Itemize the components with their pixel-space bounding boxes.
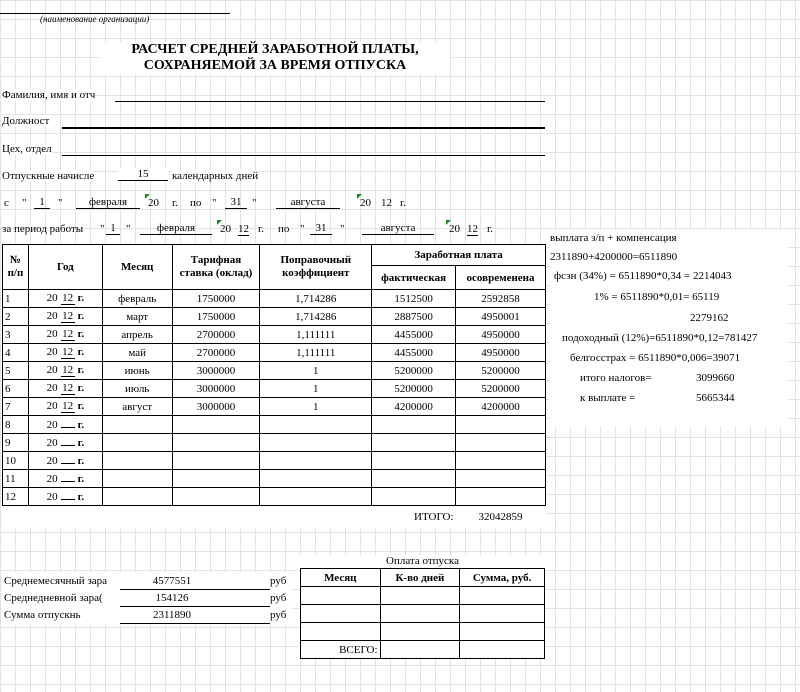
department-field[interactable] (62, 155, 545, 156)
header-actual: фактическая (372, 266, 456, 290)
total-label: ИТОГО: (414, 511, 454, 523)
period-quote-3: " (300, 223, 305, 235)
row-year (28, 344, 102, 362)
side-value-7: 3099660 (696, 372, 735, 384)
row-coef[interactable]: 1 (260, 380, 372, 398)
row-updated[interactable]: 4200000 (456, 398, 546, 416)
to-year-a: 20 (360, 197, 371, 209)
row-year-g: г. (77, 436, 85, 449)
row-num: 8 (3, 416, 29, 434)
to-month[interactable]: августа (276, 196, 340, 209)
row-num: 11 (3, 470, 29, 488)
table-row (3, 398, 546, 416)
row-num: 4 (3, 344, 29, 362)
payment-cell[interactable] (380, 587, 460, 605)
row-year-g: г. (77, 346, 85, 358)
side-line-4: 2279162 (690, 312, 729, 324)
payment-title: Оплата отпуска (300, 555, 545, 567)
row-coef[interactable] (260, 452, 372, 470)
period-to-label: по (278, 223, 290, 235)
row-actual[interactable]: 1512500 (372, 290, 456, 308)
row-year (28, 434, 102, 452)
row-coef[interactable]: 1,714286 (260, 290, 372, 308)
row-rate[interactable]: 3000000 (172, 362, 260, 380)
row-actual[interactable]: 4200000 (372, 398, 456, 416)
row-year-suffix[interactable]: 12 (62, 400, 74, 412)
row-rate[interactable]: 2700000 (172, 326, 260, 344)
header-updated: осовременена (456, 266, 546, 290)
row-year-prefix: 20 (46, 490, 58, 503)
row-coef[interactable]: 1,714286 (260, 308, 372, 326)
row-year (28, 290, 102, 308)
row-month[interactable]: апрель (102, 326, 172, 344)
row-year-prefix: 20 (46, 364, 58, 376)
period-to-year-b[interactable]: 12 (467, 223, 478, 235)
row-updated[interactable] (456, 452, 546, 470)
row-year (28, 488, 102, 506)
row-year-g: г. (77, 472, 85, 485)
row-year-suffix[interactable] (61, 463, 75, 464)
table-row (3, 452, 546, 470)
row-year-prefix: 20 (46, 472, 58, 485)
row-month[interactable]: март (102, 308, 172, 326)
row-actual[interactable] (372, 416, 456, 434)
salary-table (2, 244, 546, 528)
row-coef[interactable] (260, 434, 372, 452)
title-line-2: СОХРАНЯЕМОЙ ЗА ВРЕМЯ ОТПУСКА (143, 58, 407, 73)
row-num: 7 (3, 398, 29, 416)
row-year-g: г. (77, 400, 85, 412)
position-label: Должност (2, 115, 50, 127)
row-actual[interactable]: 5200000 (372, 380, 456, 398)
row-actual[interactable] (372, 434, 456, 452)
payment-cell[interactable] (301, 605, 381, 623)
row-actual[interactable]: 4455000 (372, 326, 456, 344)
table-row (3, 344, 546, 362)
row-year (28, 398, 102, 416)
payment-col-sum: Сумма, руб. (460, 569, 545, 587)
row-year-prefix: 20 (46, 292, 58, 304)
row-coef[interactable] (260, 488, 372, 506)
row-num: 2 (3, 308, 29, 326)
row-year (28, 380, 102, 398)
vacation-sum-label: Сумма отпускнь (4, 609, 81, 621)
row-year (28, 362, 102, 380)
row-updated[interactable] (456, 434, 546, 452)
vacation-sum-unit: руб (270, 609, 287, 621)
row-month[interactable] (102, 452, 172, 470)
side-calc (550, 230, 788, 426)
payment-cell[interactable] (301, 623, 381, 641)
table-row (3, 434, 546, 452)
row-month[interactable]: май (102, 344, 172, 362)
row-month[interactable] (102, 416, 172, 434)
payment-cell[interactable] (460, 623, 545, 641)
row-year-prefix: 20 (46, 418, 58, 431)
row-year-suffix[interactable] (61, 445, 75, 446)
row-num: 12 (3, 488, 29, 506)
payment-cell[interactable] (301, 587, 381, 605)
row-year-g: г. (77, 364, 85, 376)
row-num: 5 (3, 362, 29, 380)
period-from-year-b[interactable]: 12 (238, 223, 249, 235)
row-num: 3 (3, 326, 29, 344)
header-num: № п/п (3, 245, 29, 290)
payment-total-label: ВСЕГО: (301, 641, 381, 659)
payment-cell[interactable] (380, 605, 460, 623)
row-actual[interactable] (372, 452, 456, 470)
row-updated[interactable]: 4950000 (456, 344, 546, 362)
monthly-unit: руб (270, 575, 287, 587)
period-quote-1: " (100, 223, 105, 235)
days-label: календарных дней (172, 170, 259, 182)
period-quote-4: " (340, 223, 345, 235)
from-month[interactable]: февраля (76, 196, 140, 209)
payment-col-month: Месяц (301, 569, 381, 587)
row-year (28, 308, 102, 326)
row-year-prefix: 20 (46, 400, 58, 412)
row-year (28, 470, 102, 488)
row-rate[interactable]: 3000000 (172, 398, 260, 416)
row-rate[interactable] (172, 470, 260, 488)
row-year-suffix[interactable] (61, 427, 75, 428)
row-month[interactable] (102, 470, 172, 488)
table-row (3, 362, 546, 380)
table-row (3, 488, 546, 506)
row-year-suffix[interactable]: 12 (62, 382, 74, 394)
header-coef: Поправочный коэффициент (260, 245, 372, 290)
to-label: по (190, 197, 202, 209)
side-line-7: итого налогов= (580, 372, 652, 384)
period-to-day[interactable]: 31 (310, 222, 332, 235)
period-to-year-a: 20 (449, 223, 460, 235)
table-row (3, 380, 546, 398)
period-from-g: г. (258, 223, 265, 235)
row-coef[interactable] (260, 416, 372, 434)
period-from-year-a: 20 (220, 223, 231, 235)
side-line-0: выплата з/п + компенсация (550, 232, 677, 244)
accrued-label: Отпускные начисле (2, 170, 95, 182)
row-year-suffix[interactable]: 12 (62, 328, 74, 340)
row-actual[interactable] (372, 470, 456, 488)
title-line-1: РАСЧЕТ СРЕДНЕЙ ЗАРАБОТНОЙ ПЛАТЫ, (131, 42, 419, 57)
row-year (28, 452, 102, 470)
row-rate[interactable] (172, 488, 260, 506)
row-updated[interactable]: 4950001 (456, 308, 546, 326)
row-actual[interactable]: 5200000 (372, 362, 456, 380)
row-rate[interactable]: 3000000 (172, 380, 260, 398)
vacation-days[interactable]: 15 (118, 168, 168, 181)
row-rate[interactable] (172, 416, 260, 434)
row-rate[interactable]: 1750000 (172, 308, 260, 326)
payment-total-days[interactable] (380, 641, 460, 659)
side-line-8: к выплате = (580, 392, 636, 404)
row-coef[interactable]: 1,111111 (260, 326, 372, 344)
row-updated[interactable]: 5200000 (456, 362, 546, 380)
row-year (28, 416, 102, 434)
row-year-g: г. (77, 292, 85, 304)
payment-cell[interactable] (460, 587, 545, 605)
row-rate[interactable]: 2700000 (172, 344, 260, 362)
header-salary: Заработная плата (372, 245, 546, 266)
monthly-label: Среднемесячный зара (4, 575, 108, 587)
row-year-g: г. (77, 490, 85, 503)
side-line-1: 2311890+4200000=6511890 (550, 251, 678, 263)
row-month[interactable]: июль (102, 380, 172, 398)
payment-table (300, 568, 545, 659)
period-from-day[interactable]: 1 (106, 222, 120, 235)
row-year-g: г. (77, 454, 85, 467)
row-updated[interactable]: 2592858 (456, 290, 546, 308)
row-updated[interactable] (456, 416, 546, 434)
row-coef[interactable]: 1 (260, 362, 372, 380)
header-year: Год (28, 245, 102, 290)
row-year-g: г. (77, 328, 85, 340)
row-year-suffix[interactable]: 12 (62, 346, 74, 358)
fio-label: Фамилия, имя и отч (2, 89, 96, 101)
row-year-suffix[interactable]: 12 (62, 292, 74, 304)
row-coef[interactable]: 1,111111 (260, 344, 372, 362)
header-month: Месяц (102, 245, 172, 290)
row-rate[interactable]: 1750000 (172, 290, 260, 308)
department-label: Цех, отдел (2, 143, 52, 155)
row-month[interactable] (102, 488, 172, 506)
side-line-6: белгосстрах = 6511890*0,006=39071 (570, 352, 741, 364)
to-year-g: г. (400, 197, 407, 209)
averages (2, 573, 292, 625)
table-row (3, 290, 546, 308)
to-day[interactable]: 31 (225, 196, 247, 209)
row-year-prefix: 20 (46, 310, 58, 322)
row-actual[interactable]: 4455000 (372, 344, 456, 362)
row-rate[interactable] (172, 452, 260, 470)
daily-value: 154126 (155, 592, 189, 604)
table-row (3, 308, 546, 326)
table-row (3, 326, 546, 344)
from-day[interactable]: 1 (34, 196, 50, 209)
row-coef[interactable]: 1 (260, 398, 372, 416)
row-updated[interactable]: 4950000 (456, 326, 546, 344)
payment-col-days: К-во дней (380, 569, 460, 587)
row-year-prefix: 20 (46, 436, 58, 449)
vacation-sum-value: 2311890 (152, 609, 192, 621)
row-month[interactable] (102, 434, 172, 452)
row-year-suffix[interactable] (61, 481, 75, 482)
row-year-suffix[interactable]: 12 (62, 310, 74, 322)
period-to-month[interactable]: августа (362, 222, 434, 235)
header-rate: Тарифная ставка (оклад) (172, 245, 260, 290)
row-actual[interactable]: 2887500 (372, 308, 456, 326)
period-quote-2: " (126, 223, 131, 235)
row-year-prefix: 20 (46, 382, 58, 394)
row-year-g: г. (77, 310, 85, 322)
row-year (28, 326, 102, 344)
row-year-prefix: 20 (46, 328, 58, 340)
row-num: 9 (3, 434, 29, 452)
row-month[interactable]: июнь (102, 362, 172, 380)
payment-cell[interactable] (380, 623, 460, 641)
payment-total-sum[interactable] (460, 641, 545, 659)
row-month[interactable]: август (102, 398, 172, 416)
quote-2: " (58, 197, 63, 209)
monthly-value: 4577551 (152, 575, 192, 587)
row-year-g: г. (77, 382, 85, 394)
row-year-suffix[interactable]: 12 (62, 364, 74, 376)
position-field[interactable] (62, 127, 545, 129)
row-updated[interactable] (456, 470, 546, 488)
row-coef[interactable] (260, 470, 372, 488)
quote-4: " (252, 197, 257, 209)
fio-field[interactable] (115, 101, 545, 102)
row-updated[interactable]: 5200000 (456, 380, 546, 398)
row-updated[interactable] (456, 488, 546, 506)
total-value: 32042859 (478, 511, 523, 523)
row-num: 1 (3, 290, 29, 308)
from-label: с (4, 197, 9, 209)
side-line-2: фсзн (34%) = 6511890*0,34 = 2214043 (554, 270, 732, 282)
table-row (3, 470, 546, 488)
row-year-prefix: 20 (46, 346, 58, 358)
from-year-a: 20 (148, 197, 159, 209)
daily-label: Среднедневной зара( (4, 592, 103, 604)
row-year-prefix: 20 (46, 454, 58, 467)
to-year-b[interactable]: 12 (381, 197, 392, 209)
quote-3: " (212, 197, 217, 209)
side-line-5: подоходный (12%)=6511890*0,12=781427 (562, 332, 758, 344)
row-num: 10 (3, 452, 29, 470)
row-num: 6 (3, 380, 29, 398)
side-value-8: 5665344 (696, 392, 735, 404)
period-to-g: г. (487, 223, 494, 235)
row-actual[interactable] (372, 488, 456, 506)
period-label: за период работы (2, 223, 84, 235)
row-rate[interactable] (172, 434, 260, 452)
row-year-g: г. (77, 418, 85, 431)
daily-unit: руб (270, 592, 287, 604)
period-from-month[interactable]: февраля (140, 222, 212, 235)
page-title (100, 42, 450, 74)
side-line-3: 1% = 6511890*0,01= 65119 (594, 291, 720, 303)
from-year-g: г. (172, 197, 179, 209)
row-month[interactable]: февраль (102, 290, 172, 308)
table-row (3, 416, 546, 434)
row-year-suffix[interactable] (61, 499, 75, 500)
org-caption: (наименование организации) (40, 14, 150, 24)
quote-1: " (22, 197, 27, 209)
payment-cell[interactable] (460, 605, 545, 623)
